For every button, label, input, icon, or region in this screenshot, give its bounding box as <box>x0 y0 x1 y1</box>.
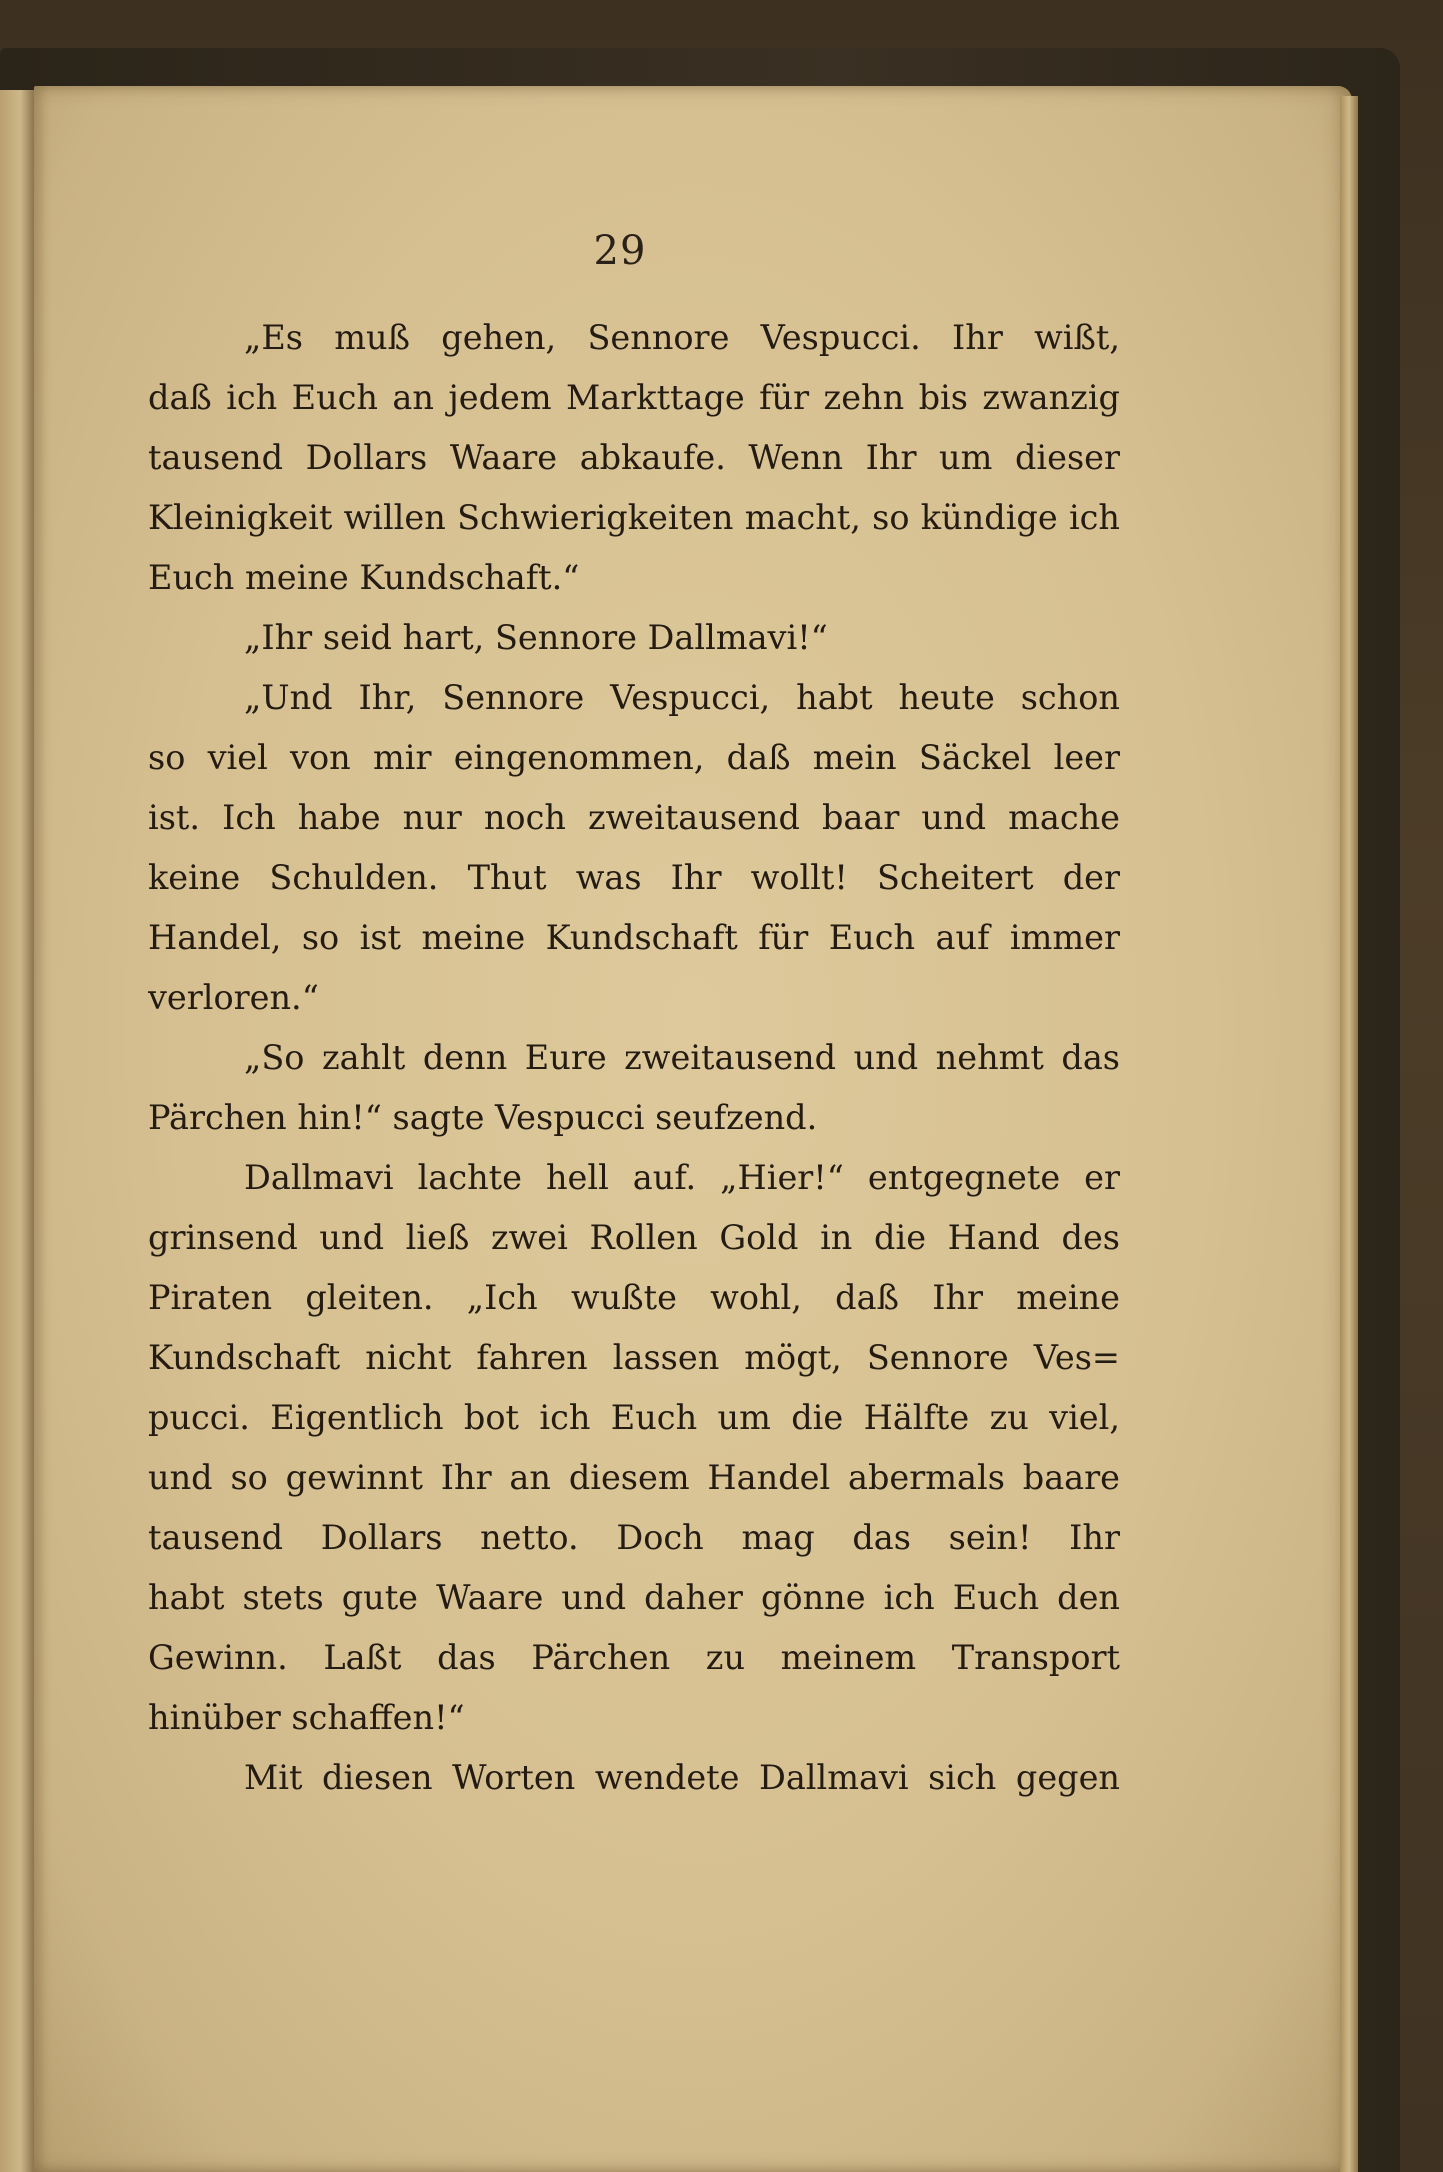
text-line: Pärchen hin!“ sagte Vespucci seufzend. <box>148 1098 818 1137</box>
text-line: „Ihr seid hart, Sennore Dallmavi!“ <box>244 618 828 657</box>
text-line: tausend Dollars netto. Doch mag das sein! Ihr <box>148 1518 1120 1557</box>
text-line: „Und Ihr, Sennore Vespucci, habt heute schon <box>244 678 1120 717</box>
page-fore-edge <box>1340 96 1358 2172</box>
page-number: 29 <box>593 228 647 274</box>
text-line: Kleinigkeit willen Schwierigkeiten macht, so kündige ich <box>148 498 1120 537</box>
text-line: Kundschaft nicht fahren lassen mögt, Sennore Ves= <box>148 1338 1120 1377</box>
text-line: keine Schulden. Thut was Ihr wollt! Scheitert der <box>148 858 1120 897</box>
text-line: Euch meine Kundschaft.“ <box>148 558 580 597</box>
text-line: Piraten gleiten. „Ich wußte wohl, daß Ihr meine <box>148 1278 1120 1317</box>
text-line: Mit diesen Worten wendete Dallmavi sich gegen <box>244 1758 1120 1797</box>
text-line: daß ich Euch an jedem Markttage für zehn bis zwanzig <box>148 378 1120 417</box>
text-line: Gewinn. Laßt das Pärchen zu meinem Transport <box>148 1638 1120 1677</box>
text-line: habt stets gute Waare und daher gönne ich Euch den <box>148 1578 1120 1617</box>
text-line: und so gewinnt Ihr an diesem Handel abermals baare <box>148 1458 1120 1497</box>
text-line: „So zahlt denn Eure zweitausend und nehmt das <box>244 1038 1120 1077</box>
text-line: „Es muß gehen, Sennore Vespucci. Ihr wißt, <box>244 318 1120 357</box>
text-line: Dallmavi lachte hell auf. „Hier!“ entgegnete er <box>244 1158 1120 1197</box>
body-text <box>148 308 1120 1808</box>
text-line: ist. Ich habe nur noch zweitausend baar und mache <box>148 798 1120 837</box>
text-line: so viel von mir eingenommen, daß mein Säckel leer <box>148 738 1120 777</box>
text-line: tausend Dollars Waare abkaufe. Wenn Ihr um dieser <box>148 438 1120 477</box>
facing-page-edge <box>0 90 34 2172</box>
text-line: pucci. Eigentlich bot ich Euch um die Hälfte zu viel, <box>148 1398 1120 1437</box>
text-line: hinüber schaffen!“ <box>148 1698 465 1737</box>
text-line: verloren.“ <box>148 978 319 1017</box>
text-line: grinsend und ließ zwei Rollen Gold in die Hand des <box>148 1218 1120 1257</box>
text-line: Handel, so ist meine Kundschaft für Euch auf immer <box>148 918 1120 957</box>
